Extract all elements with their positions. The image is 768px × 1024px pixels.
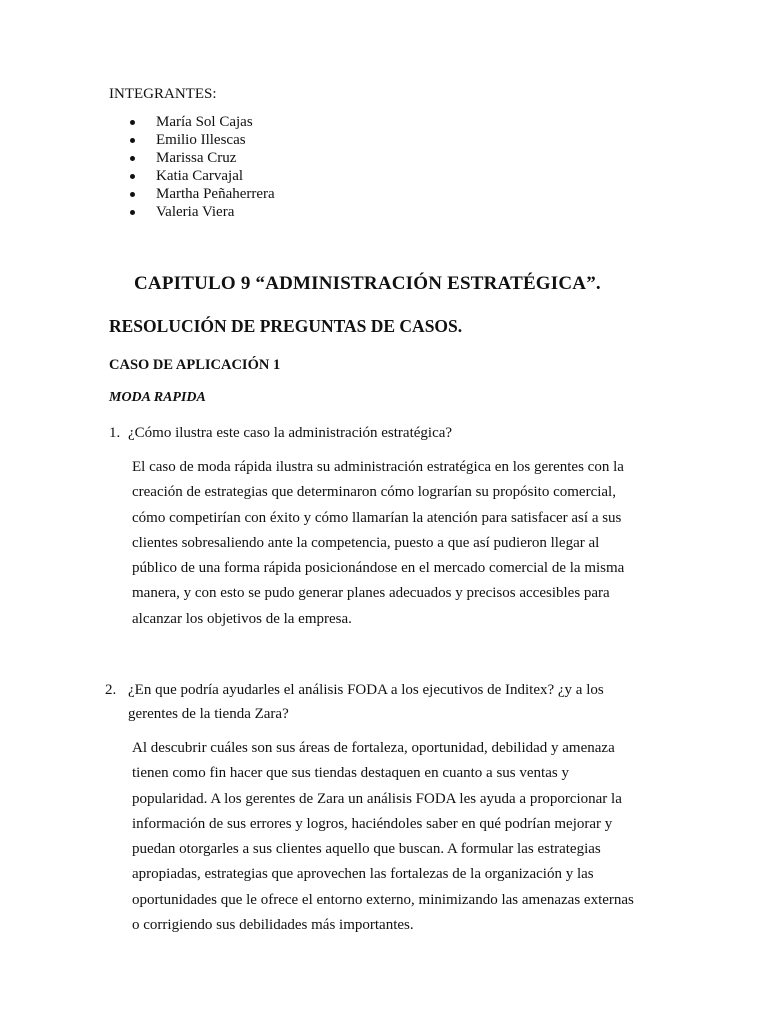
bullet-icon	[130, 192, 135, 197]
answer-1-line: creación de estrategias que determinaron cómo lograrían su propósito comercial,	[132, 484, 616, 501]
answer-1-line: alcanzar los objetivos de la empresa.	[132, 610, 352, 627]
bullet-icon	[130, 138, 135, 143]
bullet-icon	[130, 156, 135, 161]
answer-2-line: popularidad. A los gerentes de Zara un análisis FODA les ayuda a proporcionar la	[132, 790, 622, 807]
answer-2-line: tienen como fin hacer que sus tiendas destaquen en cuanto a sus ventas y	[132, 765, 569, 782]
member-name: Martha Peñaherrera	[156, 186, 275, 202]
member-name: María Sol Cajas	[156, 114, 253, 130]
bullet-icon	[130, 210, 135, 215]
question-2-text-line-1: ¿En que podría ayudarles el análisis FODA a los ejecutivos de Inditex? ¿y a los	[128, 682, 604, 698]
answer-1-line: público de una forma rápida posicionándose en el mercado comercial de la misma	[132, 560, 625, 577]
bullet-icon	[130, 174, 135, 179]
list-item	[130, 185, 275, 203]
answer-1	[132, 455, 652, 632]
list-item	[130, 203, 275, 221]
answer-2-line: apropiadas, estrategias que aprovechen las fortalezas de la organización y las	[132, 866, 594, 883]
answer-2-line: información de sus errores y logros, haciéndoles saber en qué podrían mejorar y	[132, 815, 613, 832]
bullet-icon	[130, 120, 135, 125]
case-subtitle: MODA RAPIDA	[109, 390, 206, 405]
member-list	[130, 113, 275, 221]
member-name: Valeria Viera	[156, 204, 235, 220]
list-item	[130, 167, 275, 185]
list-item	[130, 113, 275, 131]
answer-2-line: oportunidades que le ofrece el entorno externo, minimizando las amenazas externas	[132, 891, 634, 908]
question-2-text-line-2: gerentes de la tienda Zara?	[128, 706, 289, 722]
answer-2-line: Al descubrir cuáles son sus áreas de fortaleza, oportunidad, debilidad y amenaza	[132, 740, 615, 756]
answer-1-line: cómo competirían con éxito y cómo llamarían la atención para satisfacer así a sus	[132, 509, 622, 526]
answer-2	[132, 736, 652, 938]
answer-2-line: puedan otorgarles a sus clientes aquello que buscan. A formular las estrategias	[132, 841, 601, 858]
case-title: CASO DE APLICACIÓN 1	[109, 357, 281, 373]
member-name: Emilio Illescas	[156, 132, 246, 148]
integrantes-label: INTEGRANTES:	[109, 86, 217, 102]
list-item	[130, 131, 275, 149]
answer-2-line: o corrigiendo sus debilidades más importantes.	[132, 917, 414, 934]
question-1-number: 1.	[109, 425, 121, 441]
member-name: Marissa Cruz	[156, 150, 237, 166]
list-item	[130, 149, 275, 167]
answer-1-line: manera, y con esto se pudo generar planes adecuados y precisos accesibles para	[132, 585, 610, 602]
answer-1-line: clientes sobresaliendo ante la competencia, puesto a que así pudieron llegar al	[132, 534, 600, 551]
chapter-title: CAPITULO 9 “ADMINISTRACIÓN ESTRATÉGICA”.	[134, 273, 601, 294]
member-name: Katia Carvajal	[156, 168, 244, 184]
question-2-number: 2.	[105, 682, 117, 698]
answer-1-line: El caso de moda rápida ilustra su administración estratégica en los gerentes con la	[132, 459, 624, 475]
section-title: RESOLUCIÓN DE PREGUNTAS DE CASOS.	[109, 316, 463, 336]
question-1-text: ¿Cómo ilustra este caso la administración estratégica?	[128, 425, 453, 441]
